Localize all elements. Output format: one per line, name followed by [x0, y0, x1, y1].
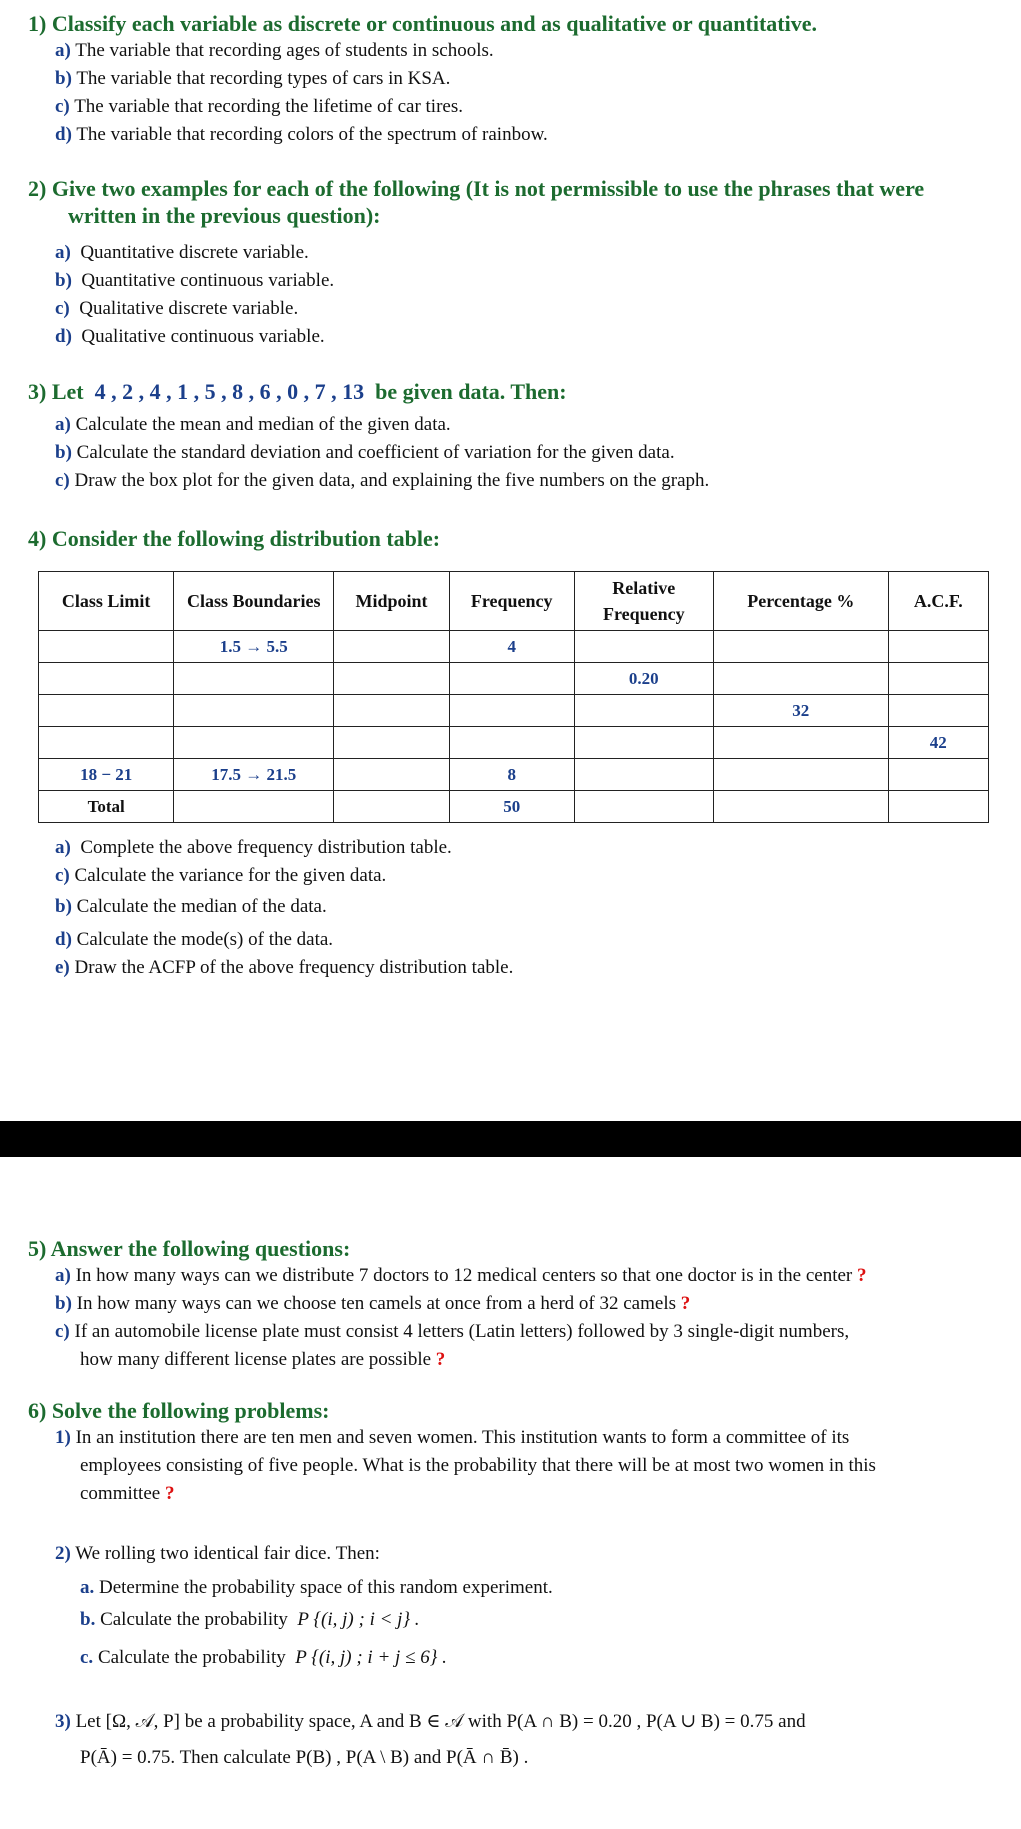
- q6-2-item-a: a. Determine the probability space of this random experiment.: [80, 1577, 553, 1598]
- question-5-title: 5) Answer the following questions:: [28, 1236, 351, 1261]
- q4-item-a: a) Complete the above frequency distribution table.: [55, 837, 452, 858]
- question-6-title: 6) Solve the following problems:: [28, 1398, 330, 1423]
- distribution-table: [38, 571, 989, 823]
- black-band: [0, 1121, 1021, 1157]
- question-2-title: 2) Give two examples for each of the following (It is not permissible to use the phrases that were written in the previous question):: [28, 176, 925, 228]
- q1-item-a: a) The variable that recording ages of students in schools.: [55, 40, 494, 61]
- question-4: [0, 525, 1021, 552]
- question-5: [0, 1235, 1021, 1374]
- table-row: 1.5 → 5.5 4: [39, 631, 989, 663]
- q4-item-c: c) Calculate the variance for the given data.: [55, 865, 387, 886]
- question-4-items: [0, 834, 1021, 982]
- col-relative-frequency: Relative Frequency: [574, 572, 713, 631]
- q6-2-item-b: b. Calculate the probability P {(i, j) ; i < j} .: [80, 1609, 420, 1630]
- q2-item-d: d) Qualitative continuous variable.: [55, 326, 325, 347]
- question-1: [0, 10, 1021, 149]
- q1-item-b: b) The variable that recording types of cars in KSA.: [55, 68, 451, 89]
- q2-item-b: b) Quantitative continuous variable.: [55, 270, 335, 291]
- question-3-title: 3) Let 4 , 2 , 4 , 1 , 5 , 8 , 6 , 0 , 7 , 13 be given data. Then:: [28, 379, 567, 404]
- q1-item-c: c) The variable that recording the lifetime of car tires.: [55, 96, 463, 117]
- col-acf: A.C.F.: [888, 572, 988, 631]
- question-3: [0, 378, 1021, 495]
- q5-item-b: b) In how many ways can we choose ten camels at once from a herd of 32 camels ?: [55, 1293, 691, 1314]
- data-values: 4 , 2 , 4 , 1 , 5 , 8 , 6 , 0 , 7 , 13: [94, 379, 365, 404]
- col-midpoint: Midpoint: [334, 572, 450, 631]
- q6-problem-3: 3) Let [Ω, 𝒜, P] be a probability space, A and B ∈ 𝒜 with P(A ∩ B) = 0.20 , P(A ∪ B) = 0.75 and P(Ā) = 0.75. Then calculate P(B) , P(A \ B) and P(Ā ∩ B̄) .: [55, 1711, 806, 1768]
- q6-2-item-c: c. Calculate the probability P {(i, j) ; i + j ≤ 6} .: [80, 1647, 447, 1668]
- q4-item-b: b) Calculate the median of the data.: [55, 896, 327, 917]
- table-row: 32: [39, 695, 989, 727]
- q5-item-c: c) If an automobile license plate must consist 4 letters (Latin letters) followed by 3 single-digit numbers,: [55, 1321, 850, 1342]
- col-class-boundaries: Class Boundaries: [174, 572, 334, 631]
- question-1-title: 1) Classify each variable as discrete or continuous and as qualitative or quantitative.: [28, 11, 817, 36]
- col-percentage: Percentage %: [713, 572, 888, 631]
- q4-item-e: e) Draw the ACFP of the above frequency distribution table.: [55, 957, 514, 978]
- q5-item-c-cont: how many different license plates are possible ?: [80, 1349, 446, 1370]
- q3-item-c: c) Draw the box plot for the given data, and explaining the five numbers on the graph.: [55, 470, 710, 491]
- q4-item-d: d) Calculate the mode(s) of the data.: [55, 929, 334, 950]
- col-frequency: Frequency: [449, 572, 574, 631]
- table-header-row: [39, 572, 989, 631]
- table-total-row: Total 50: [39, 791, 989, 823]
- question-6: 6) Solve the following problems: 1) In an institution there are ten men and seven women. This institution wants to form a committee of its employees consisting of five people. What is the probability that there will be at most two women in this committee ?: [0, 1397, 1021, 1508]
- question-2: [0, 175, 1021, 351]
- q2-item-a: a) Quantitative discrete variable.: [55, 242, 309, 263]
- table-row: 42: [39, 727, 989, 759]
- question-4-title: 4) Consider the following distribution table:: [28, 526, 441, 551]
- q2-item-c: c) Qualitative discrete variable.: [55, 298, 299, 319]
- table-row: 0.20: [39, 663, 989, 695]
- q6-problem-2: 2) We rolling two identical fair dice. Then: a. Determine the probability space of this random experiment. b. Calculate the probability P {(i, j) ; i < j} . c. Calculate the probability P {(i, j) ; i + j ≤ 6} .: [0, 1540, 1021, 1674]
- q5-item-a: a) In how many ways can we distribute 7 doctors to 12 medical centers so that one doctor is in the center ?: [55, 1265, 867, 1286]
- q1-item-d: d) The variable that recording colors of the spectrum of rainbow.: [55, 124, 548, 145]
- table-row: 18 − 21 17.5 → 21.5 8: [39, 759, 989, 791]
- q3-item-b: b) Calculate the standard deviation and coefficient of variation for the given data.: [55, 442, 675, 463]
- q3-item-a: a) Calculate the mean and median of the given data.: [55, 414, 451, 435]
- col-class-limit: Class Limit: [39, 572, 174, 631]
- q6-problem-1: 1) In an institution there are ten men and seven women. This institution wants to form a committee of its: [55, 1427, 850, 1448]
